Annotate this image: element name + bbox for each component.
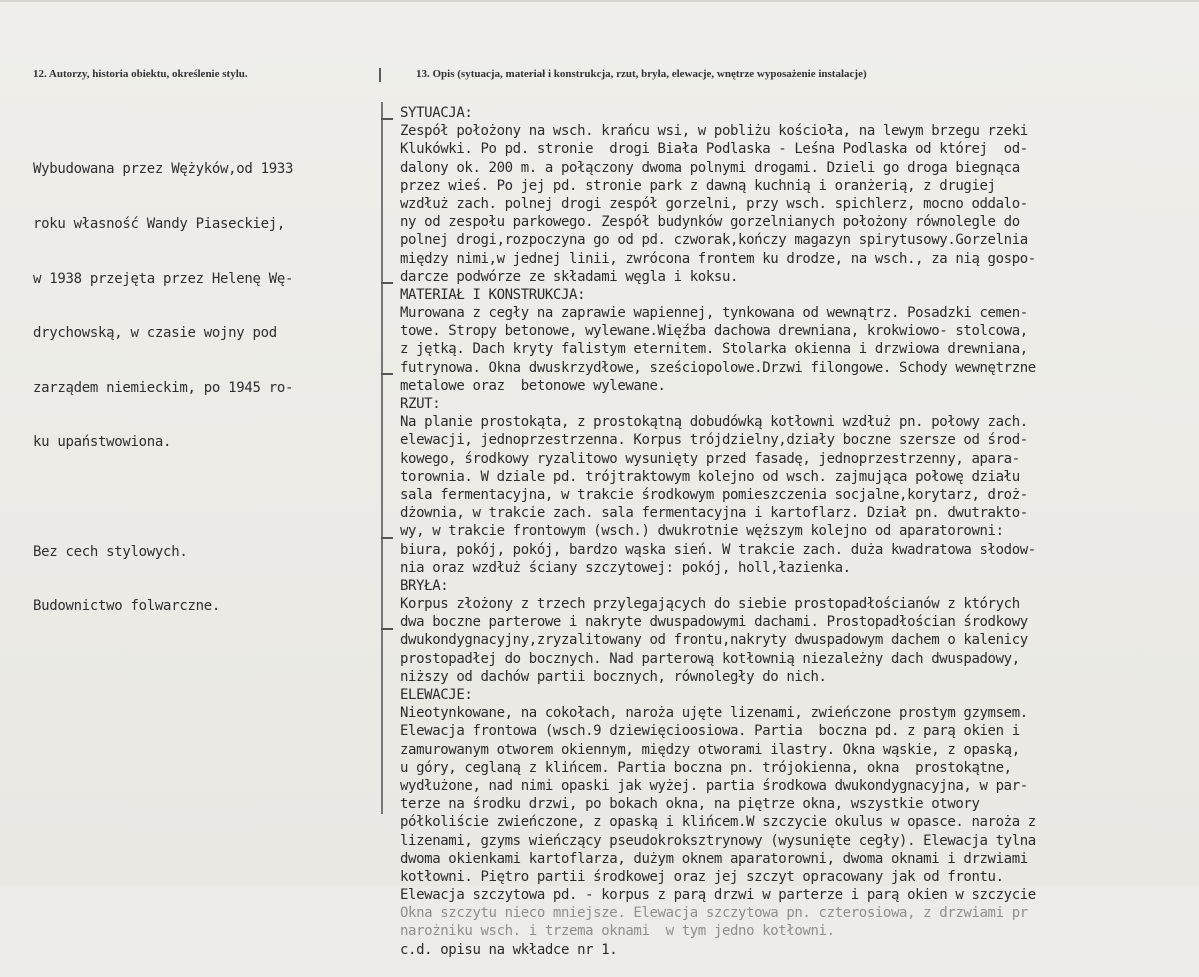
text-line: Klukówki. Po pd. stronie drogi Biała Podlaska - Leśna Podlaska od której od-: [400, 141, 1028, 158]
text-line: przez wieś. Po jej pd. stronie park z dawną kuchnią i oranżerią, z drugiej: [400, 177, 996, 194]
section-13-header: 13. Opis (sytuacja, materiał i konstrukcja, rzut, bryła, elewacje, wnętrze wyposażenie instalacje): [416, 68, 867, 80]
text-line: Budownictwo folwarczne.: [33, 598, 220, 615]
section-heading-elewacje: ELEWACJE:: [400, 687, 473, 703]
text-line: Murowana z cegły na zaprawie wapiennej, tynkowana od wewnątrz. Posadzki cemen-: [400, 305, 1028, 322]
column-divider-top: [379, 68, 381, 82]
section-heading-sytuacja: SYTUACJA:: [400, 105, 473, 121]
text-line: wzdłuż zach. polnej drogi zespół gorzelni, przy wsch. spichlerz, mocno oddalo-: [400, 195, 1028, 212]
text-line: polnej drogi,rozpoczyna go od pd. czworak,kończy magazyn spirytusowy.Gorzelnia: [400, 232, 1028, 249]
text-line: c.d. opisu na wkładce nr 1.: [400, 941, 618, 958]
section-13-text: [400, 104, 1190, 977]
text-line: Na planie prostokąta, z prostokątną dobudówką kotłowni wzdłuż pn. połowy zach.: [400, 414, 1028, 431]
text-line: między nimi,w jednej linii, zwrócona frontem ku drodze, na wsch., za nią gospo-: [400, 250, 1036, 267]
text-line: ny od zespołu parkowego. Zespół budynków gorzelnianych położony równolegle do: [400, 214, 1020, 231]
text-line: Korpus złożony z trzech przylegających do siebie prostopadłościanów z których: [400, 596, 1020, 613]
text-line: dalony ok. 200 m. a połączony dwoma polnymi drogami. Dzieli go droga biegnąca: [400, 159, 1020, 176]
text-line: niższy od dachów partii bocznych, równoległy do nich.: [400, 668, 827, 685]
text-line: towe. Stropy betonowe, wylewane.Więźba dachowa drewniana, krokwiowo- stolcowa,: [400, 323, 1028, 340]
text-line: elewacji, jednoprzestrzenna. Korpus trójdzielny,działy boczne szersze od środ-: [400, 432, 1028, 449]
text-line: roku własność Wandy Piaseckiej,: [33, 216, 285, 233]
text-line: lizenami, gzyms wieńczący pseudokroksztrynowy (wysunięte cegły). Elewacja tylna: [400, 832, 1036, 849]
section-heading-material: MATERIAŁ I KONSTRUKCJA:: [400, 286, 586, 303]
text-line: [33, 488, 363, 506]
text-line: drychowską, w czasie wojny pod: [33, 325, 277, 342]
continuation-note: [400, 959, 1190, 977]
text-line: dwa boczne parterowe i nakryte dwuspadowymi dachami. Prostopadłościan środkowy: [400, 614, 1028, 631]
text-line: dżownia, w trakcie zach. sala fermentacyjna i kartoflarz. Dział pn. dwutrakto-: [400, 505, 1028, 522]
text-line: u góry, ceglaną z klińcem. Partia boczna pn. trójokienna, okna prostokątne,: [400, 759, 1012, 776]
section-tick-elewacje: [381, 628, 393, 630]
text-line: zamurowanym otworem okiennym, między otworami ilastry. Okna wąskie, z opaską,: [400, 741, 1020, 758]
section-heading-bryla: BRYŁA:: [400, 577, 449, 594]
section-heading-rzut: RZUT:: [400, 396, 441, 412]
section-tick-material: [381, 282, 393, 284]
section-tick-sytuacja: [381, 118, 393, 120]
text-line: dwukondygnacyjny,zryzalitowany od frontu,nakryty dwuspadowym dachem o kalenicy: [400, 632, 1028, 649]
text-line: prostopadłej do bocznych. Nad parterową kotłownią niezależny dach dwuspadowy,: [400, 650, 1020, 667]
text-line: w 1938 przejęta przez Helenę Wę-: [33, 270, 294, 287]
text-line: Elewacja frontowa (wsch.9 dziewięcioosiowa. Partia boczna pd. z parą okien i: [400, 723, 1020, 740]
text-line: Bez cech stylowych.: [33, 543, 188, 560]
text-line: Okna szczytu nieco mniejsze. Elewacja szczytowa pn. czterosiowa, z drzwiami pr: [400, 905, 1028, 922]
text-line: darcze podwórze ze składami węgla i koksu.: [400, 268, 739, 285]
text-line: półkoliście zwieńczone, z opaską i klińcem.W szczycie okulus w opasce. naroża z: [400, 814, 1036, 831]
text-line: nia oraz wzdłuż ściany szczytowej: pokój, holl,łazienka.: [400, 559, 851, 576]
text-line: torownia. W dziale pd. trójtraktowym kolejno od wsch. zajmująca połowę działu: [400, 468, 1020, 485]
text-line: metalowe oraz betonowe wylewane.: [400, 377, 666, 394]
text-line: dwoma okienkami kartoflarza, dużym oknem aparatorowni, dwoma oknami i drzwiami: [400, 850, 1028, 867]
text-line: terze na środku drzwi, po bokach okna, na piętrze okna, wszystkie otwory: [400, 796, 980, 813]
text-line: z jętką. Dach kryty falistym eternitem. Stolarka okienna i drzwiowa drewniana,: [400, 341, 1028, 358]
text-line: sala fermentacyjna, w trakcie środkowym pomieszczenia socjalne,korytarz, droż-: [400, 486, 1028, 503]
section-tick-bryla: [381, 537, 393, 539]
text-line: Elewacja szczytowa pd. - korpus z parą drzwi w parterze i parą okien w szczycie: [400, 887, 1036, 904]
text-line: Wybudowana przez Wężyków,od 1933: [33, 161, 294, 178]
text-line: kotłowni. Piętro partii środkowej oraz jej szczyt opracowany jak od frontu.: [400, 868, 1004, 885]
section-12-header: 12. Autorzy, historia obiektu, określenie stylu.: [33, 68, 248, 80]
column-divider: [381, 102, 383, 814]
text-line: narożniku wsch. i trzema oknami w tym jedno kotłowni.: [400, 923, 835, 940]
text-line: Nieotynkowane, na cokołach, naroża ujęte lizenami, zwieńczone prostym gzymsem.: [400, 705, 1028, 722]
text-line: biura, pokój, pokój, bardzo wąska sień. W trakcie zach. duża kwadratowa słodow-: [400, 541, 1036, 558]
text-line: wydłużone, nad nimi opaski jak wyżej. partia środkowa dwukondygnacyjna, w par-: [400, 777, 1028, 794]
text-line: kowego, środkowy ryzalitowo wysunięty przed fasadę, jednoprzestrzenny, apara-: [400, 450, 1020, 467]
section-tick-rzut: [381, 373, 393, 375]
text-line: ku upaństwowiona.: [33, 434, 172, 451]
section-12-text: [33, 124, 363, 652]
text-line: futrynowa. Okna dwuskrzydłowe, sześciopolowe.Drzwi filongowe. Schody wewnętrzne: [400, 359, 1036, 376]
text-line: Zespół położony na wsch. krańcu wsi, w pobliżu kościoła, na lewym brzegu rzeki: [400, 123, 1028, 140]
text-line: wy, w trakcie frontowym (wsch.) dwukrotnie węższym kolejno od aparatorowni:: [400, 523, 1004, 540]
text-line: zarządem niemieckim, po 1945 ro-: [33, 379, 294, 396]
